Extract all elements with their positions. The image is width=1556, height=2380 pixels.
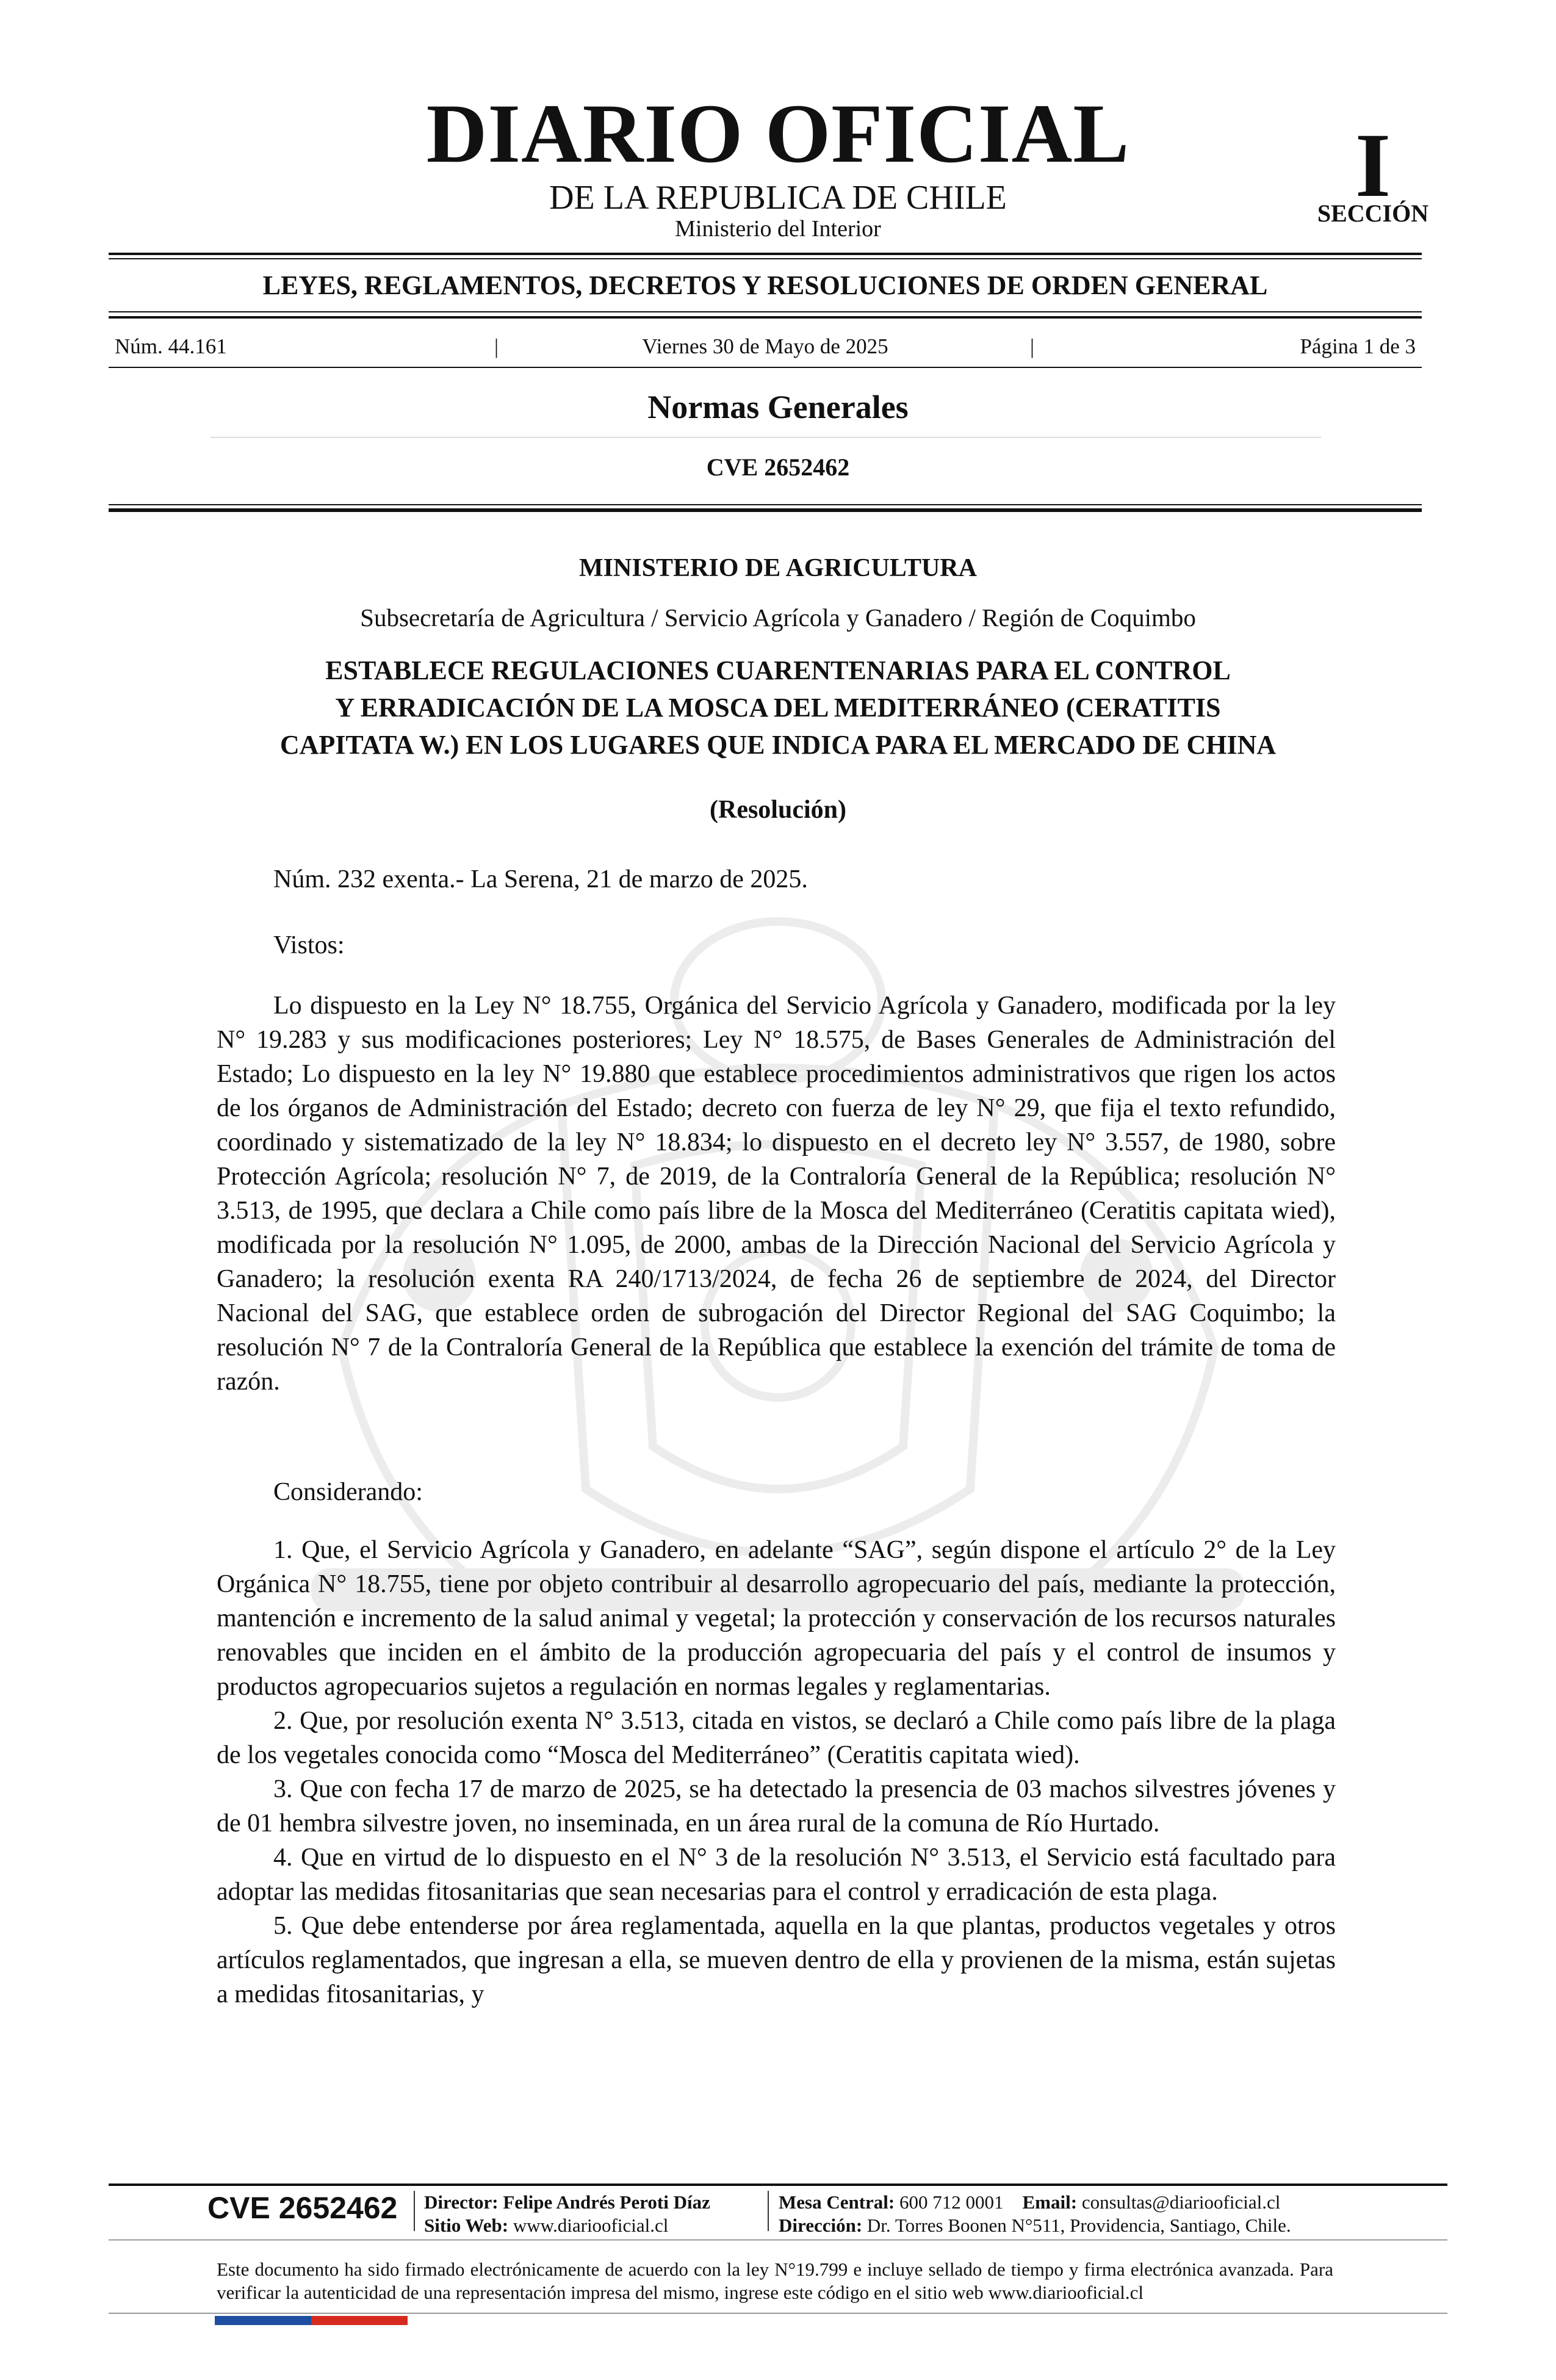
- flag-stripe-blue: [215, 2316, 311, 2325]
- web-link[interactable]: www.diariooficial.cl: [513, 2215, 669, 2236]
- header-rule-thin: [109, 504, 1422, 505]
- footer-contact-block: [779, 2191, 1291, 2237]
- banner-rule-bottom: [109, 316, 1422, 319]
- masthead-title: DIARIO OFICIAL: [426, 87, 1130, 180]
- considerando-item: 5. Que debe entenderse por área reglamentada, aquella en la que plantas, productos vegetales y otros artículos reglamentados, que ingresan a ella, se mueven dentro de ella y provienen de la misma, están sujetas a medidas fitosanitarias, y: [217, 1912, 1336, 2008]
- footer-rule-top: [109, 2183, 1447, 2186]
- masthead-rule-thick: [109, 253, 1422, 255]
- document-ministry: MINISTERIO DE AGRICULTURA: [579, 554, 977, 582]
- footer-legal-notice: Este documento ha sido firmado electrónicamente de acuerdo con la ley N°19.799 e incluye sellado de tiempo y firma electrónica avanzada. Para verificar la autenticidad de una representación impresa del mismo, ingrese este código en el sitio web www.diariooficial.cl: [217, 2259, 1333, 2303]
- footer-separator: [414, 2191, 415, 2231]
- document-subsecretaria: Subsecretaría de Agricultura / Servicio Agrícola y Ganadero / Región de Coquimbo: [360, 604, 1196, 632]
- considerando-item: 1. Que, el Servicio Agrícola y Ganadero, en adelante “SAG”, según dispone el artículo 2° de la Ley Orgánica N° 18.755, tiene por objeto contribuir al desarrollo agropecuario del país, mediante la protección, mantención e incremento de la salud animal y vegetal; la protección y conservación de los recursos naturales renovables que inciden en el ámbito de la producción agropecuaria del país y el control de insumos y productos agropecuarios sujetos a regulación en normas legales y reglamentarias.: [217, 1536, 1336, 1701]
- issue-date: Viernes 30 de Mayo de 2025: [642, 334, 888, 358]
- masthead-ministry: Ministerio del Interior: [675, 216, 881, 242]
- footer-separator: [768, 2191, 769, 2231]
- address-label: Dirección:: [779, 2215, 863, 2236]
- header-rule-thick: [109, 508, 1422, 512]
- email-link[interactable]: consultas@diariooficial.cl: [1081, 2191, 1281, 2213]
- considerando-item: 4. Que en virtud de lo dispuesto en el N° 3 de la resolución N° 3.513, el Servicio está facultado para adoptar las medidas fitosanitarias que sean necesarias para el control y erradicación de esta plaga.: [217, 1844, 1336, 1906]
- mesa-value: 600 712 0001: [899, 2191, 1004, 2213]
- meta-rule: [109, 367, 1422, 368]
- web-label: Sitio Web:: [424, 2215, 509, 2236]
- footer-cve: CVE 2652462: [207, 2191, 398, 2225]
- meta-separator: |: [494, 334, 499, 358]
- section-number: I: [1355, 115, 1391, 216]
- masthead-rule-thin: [109, 258, 1422, 259]
- cve-heading: CVE 2652462: [706, 453, 850, 481]
- address-value: Dr. Torres Boonen N°511, Providencia, Santiago, Chile.: [866, 2215, 1291, 2236]
- email-label: Email:: [1022, 2191, 1078, 2213]
- page-indicator: Página 1 de 3: [1300, 334, 1416, 358]
- flag-stripe-red: [311, 2316, 408, 2325]
- considerando-heading: Considerando:: [273, 1478, 423, 1506]
- vistos-heading: Vistos:: [273, 931, 345, 959]
- section-label: SECCIÓN: [1317, 200, 1429, 227]
- document-title-line: ESTABLECE REGULACIONES CUARENTENARIAS PARA EL CONTROL: [325, 655, 1231, 685]
- document-title: [183, 652, 1373, 763]
- vistos-paragraph: Lo dispuesto en la Ley N° 18.755, Orgánica del Servicio Agrícola y Ganadero, modificada por la ley N° 19.283 y sus modificaciones posteriores; Ley N° 18.575, de Bases Generales de Administración del Estado; Lo dispuesto en la ley N° 19.880 que establece procedimientos administrativos que rigen los actos de los órganos de Administración del Estado; decreto con fuerza de ley N° 29, que fija el texto refundido, coordinado y sistematizado de la ley N° 18.834; lo dispuesto en el decreto ley N° 3.557, de 1980, sobre Protección Agrícola; resolución N° 7, de 2019, de la Contraloría General de la República; resolución N° 3.513, de 1995, que declara a Chile como país libre de la Mosca del Mediterráneo (Ceratitis capitata wied), modificada por la resolución N° 1.095, de 2000, ambas de la Dirección Nacional del Servicio Agrícola y Ganadero; la resolución exenta RA 240/1713/2024, de fecha 26 de septiembre de 2024, del Director Nacional del SAG, que establece orden de subrogación del Director Regional del SAG Coquimbo; la resolución N° 7 de la Contraloría General de la República que establece la exención del trámite de toma de razón.: [217, 992, 1336, 1396]
- considerando-item: 3. Que con fecha 17 de marzo de 2025, se ha detectado la presencia de 03 machos silvestres jóvenes y de 01 hembra silvestre joven, no inseminada, en un área rural de la comuna de Río Hurtado.: [217, 1775, 1336, 1837]
- footer-director-block: [424, 2191, 710, 2237]
- masthead-subtitle: DE LA REPUBLICA DE CHILE: [549, 179, 1007, 217]
- meta-separator: |: [1030, 334, 1035, 358]
- document-type: (Resolución): [710, 796, 846, 824]
- banner-rule-top: [109, 311, 1422, 312]
- director-label: Director:: [424, 2191, 499, 2213]
- director-name: Felipe Andrés Peroti Díaz: [503, 2191, 710, 2213]
- considerando-list: [217, 1533, 1336, 2011]
- section-banner: LEYES, REGLAMENTOS, DECRETOS Y RESOLUCIONES DE ORDEN GENERAL: [262, 270, 1268, 300]
- resolution-number-line: Núm. 232 exenta.- La Serena, 21 de marzo de 2025.: [273, 865, 808, 893]
- category-heading: Normas Generales: [647, 389, 909, 425]
- mesa-label: Mesa Central:: [779, 2191, 895, 2213]
- document-title-line: Y ERRADICACIÓN DE LA MOSCA DEL MEDITERRÁNEO (CERATITIS: [335, 693, 1221, 723]
- document-title-line: CAPITATA W.) EN LOS LUGARES QUE INDICA PARA EL MERCADO DE CHINA: [279, 730, 1277, 760]
- issue-number: Núm. 44.161: [115, 334, 227, 358]
- issue-meta-row: [109, 334, 1422, 359]
- category-divider: [211, 437, 1321, 438]
- considerando-item: 2. Que, por resolución exenta N° 3.513, citada en vistos, se declaró a Chile como país libre de la plaga de los vegetales conocida como “Mosca del Mediterráneo” (Ceratitis capitata wied).: [217, 1707, 1336, 1769]
